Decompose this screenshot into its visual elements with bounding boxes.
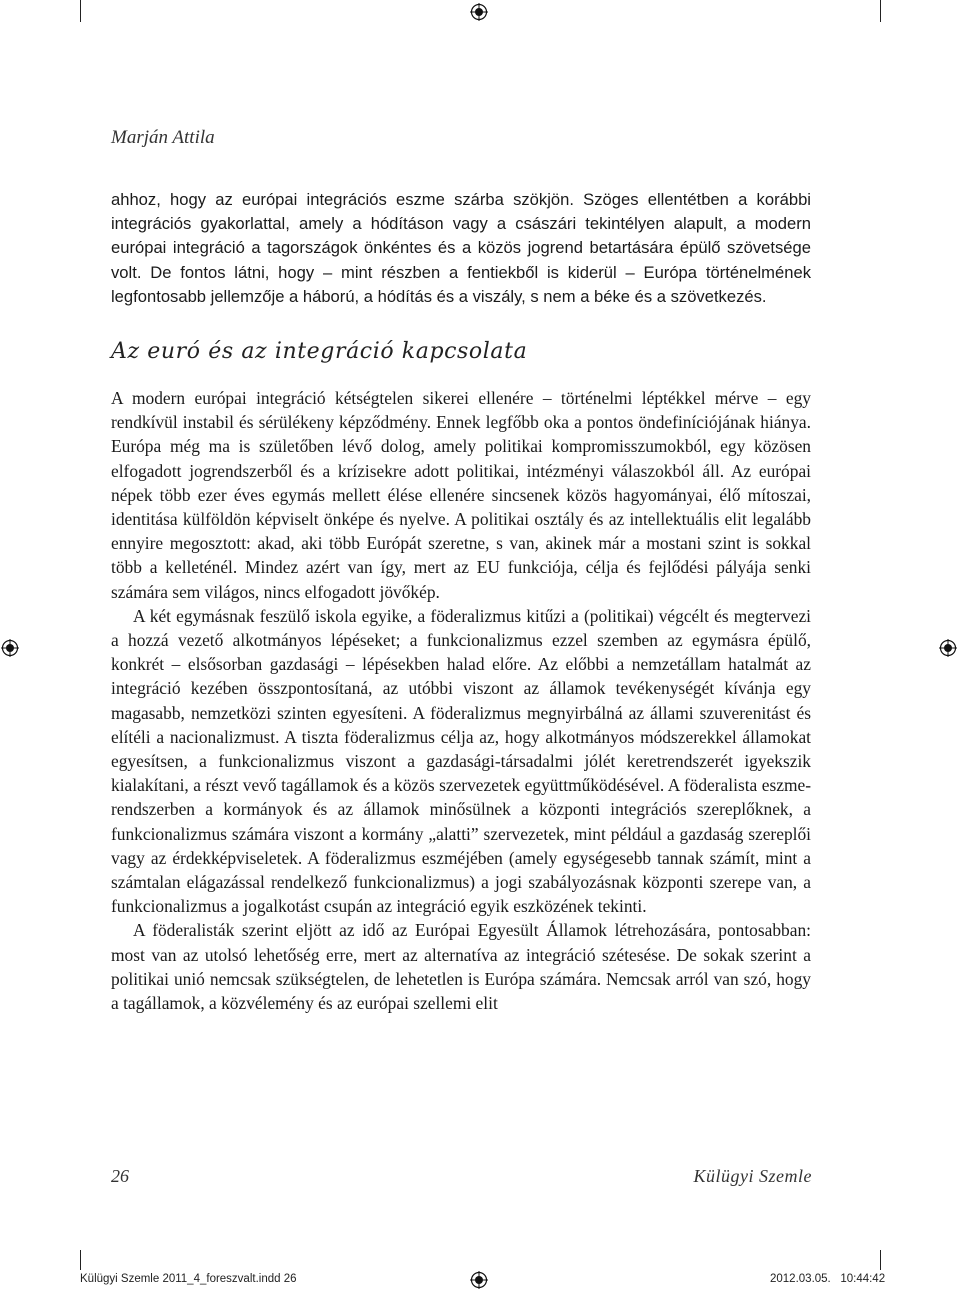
crop-mark-bottom-right	[880, 1250, 881, 1270]
crop-mark-top-right	[880, 0, 881, 22]
registration-mark-icon	[1, 639, 19, 657]
paragraph: A két egymásnak feszülő iskola egyike, a föderalizmus kitűzi a (politikai) végcélt és megtervezi a hozzá vezető alkotmányos lépéseket; a funkcionalizmus ezzel szemben az egymásra épülő, konkrét – elsősorban gazdasági – lépésekben halad előre. Az előbbi a nemzetállam hatalmát az integráció kezében összpontosítaná, az utóbbi viszont az államok tevékenységét kívánja egy magasabb, nemzetközi szinten egyesíteni. A föderalizmus megnyirbálná az állami szuverenitást és elítéli a nacionalizmust. A tiszta föderalizmus célja az, hogy alkotmányos módszerekkel államokat egyesítsen, a funkcionalizmus viszont a gazdasági-társadalmi jólét keretrendszerét igyekszik kialakítani, a részt vevő tagállamok és a közös szervezetek együttműködésével. A föderalista eszmerendszerben a kormányok és az államok minősülnek a központi integrációs szereplőknek, a funkcionalizmus számára viszont a kormány „alatti” szervezetek, mint például a gazdaság szereplői vagy az érdekképviseletek. A föderalizmus eszméjében (amely egységesebb tannak számít, mint a számtalan elágazással rendelkező funkcionalizmus) a jogi szabályozásnak központi szerepe van, a funkcionalizmus a jogalkotást csupán az integráció egyik eszközének tekinti.	[111, 605, 811, 917]
crop-mark-top-left	[80, 0, 81, 22]
page-number: 26	[111, 1166, 129, 1186]
registration-mark-icon	[470, 1271, 488, 1289]
paragraph: ahhoz, hogy az európai integrációs eszme szárba szökjön. Szöges ellentétben a korábbi integrációs gyakorlattal, amely a hódításon vagy a császári tekintélyen alapult, a modern európai integráció a tagországok önkéntes és a közös jogrend betartására épülő szövetsége volt. De fontos látni, hogy – mint részben a fentiekből is kiderül – Európa történelmének legfontosabb jellemzője a háború, a hódítás és a viszály, s nem a béke és a szövetkezés.	[111, 190, 811, 306]
crop-mark-bottom-left	[80, 1250, 81, 1270]
section-heading: Az euró és az integráció kapcsolata	[111, 339, 528, 365]
running-head-author: Marján Attila	[111, 127, 215, 148]
slug-timestamp: 2012.03.05. 10:44:42	[770, 1273, 886, 1285]
paragraph: A föderalisták szerint eljött az idő az Európai Egyesült Államok létrehozására, pontosabban: most van az utolsó lehetőség erre, mert az alternatíva az integráció szétesése. De sokak szerint a politikai unió nemcsak szükségtelen, de lehetetlen is Európa számára. Nemcsak arról van szó, hogy a tagállamok, a közvélemény és az európai szellemi elit	[111, 920, 811, 1014]
registration-mark-icon	[939, 639, 957, 657]
slug-filename: Külügyi Szemle 2011_4_foreszvalt.indd 26	[80, 1273, 297, 1285]
paragraph: A modern európai integráció kétségtelen sikerei ellenére – történelmi léptékkel mérve – egy rendkívül instabil és sérülékeny képződmény. Ennek legfőbb oka a pontos öndefiníciójának hiánya. Európa még ma is születőben lévő dolog, amely politikai kompromisszumokból, egy közösen elfogadott jogrendszerből és a krízisekre adott politikai, intézményi válaszokból áll. Az európai népek több ezer éves egymás mellett élése ellenére sincsenek közös hagyományai, élő mítoszai, identitása külföldön képviselt önképe és nyelve. A politikai osztály és az intellektuális elit legalább ennyire megosztott: akad, aki több Európát szeretne, s van, akinek már a mostani szint is sokkal több a kelleténél. Mindez azért van így, mert az EU funkciója, célja és fejlődési pályája senki számára sem világos, nincs elfogadott jövőkép.	[111, 388, 811, 602]
body-text	[111, 188, 811, 1015]
registration-mark-icon	[470, 3, 488, 21]
journal-name: Külügyi Szemle	[693, 1166, 812, 1186]
